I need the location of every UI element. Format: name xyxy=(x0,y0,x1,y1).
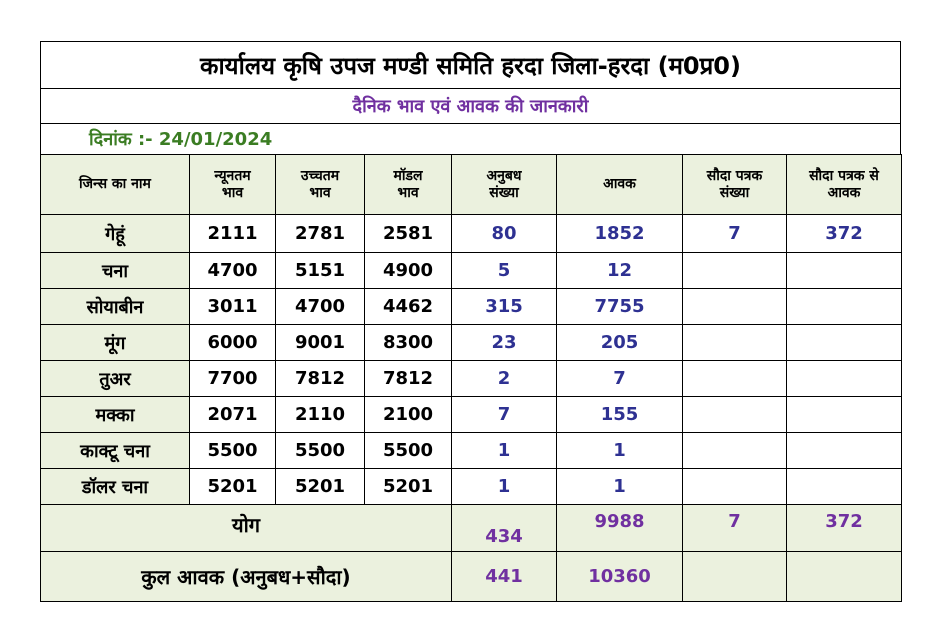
min-price: 2071 xyxy=(190,397,276,433)
arrival: 1 xyxy=(557,469,683,505)
deal-arrival xyxy=(787,433,902,469)
arrival: 7755 xyxy=(557,289,683,325)
report-date: दिनांक :- 24/01/2024 xyxy=(40,123,901,154)
contract-count: 80 xyxy=(452,215,557,253)
total-arrival: 9988 xyxy=(557,505,683,552)
deal-arrival xyxy=(787,253,902,289)
deal-arrival xyxy=(787,325,902,361)
grand-total-empty-2 xyxy=(787,552,902,602)
deal-count xyxy=(683,433,787,469)
deal-count xyxy=(683,397,787,433)
min-price: 5500 xyxy=(190,433,276,469)
header-contract-count: अनुबध संख्या xyxy=(452,155,557,215)
contract-count: 7 xyxy=(452,397,557,433)
header-deal-arrival: सौदा पत्रक से आवक xyxy=(787,155,902,215)
contract-count: 2 xyxy=(452,361,557,397)
max-price: 4700 xyxy=(276,289,365,325)
header-arrival: आवक xyxy=(557,155,683,215)
contract-count: 315 xyxy=(452,289,557,325)
commodity-name: मक्का xyxy=(41,397,190,433)
min-price: 5201 xyxy=(190,469,276,505)
max-price: 2110 xyxy=(276,397,365,433)
arrival: 155 xyxy=(557,397,683,433)
modal-price: 2581 xyxy=(365,215,452,253)
contract-count: 1 xyxy=(452,469,557,505)
commodity-name: मूंग xyxy=(41,325,190,361)
arrival: 7 xyxy=(557,361,683,397)
grand-total-contracts: 441 xyxy=(452,552,557,602)
header-commodity: जिन्स का नाम xyxy=(41,155,190,215)
page-subtitle: दैनिक भाव एवं आवक की जानकारी xyxy=(40,88,901,123)
arrival: 12 xyxy=(557,253,683,289)
deal-count xyxy=(683,361,787,397)
deal-count xyxy=(683,253,787,289)
commodity-name: तुअर xyxy=(41,361,190,397)
deal-count xyxy=(683,289,787,325)
max-price: 7812 xyxy=(276,361,365,397)
table-row xyxy=(41,253,902,289)
min-price: 6000 xyxy=(190,325,276,361)
deal-arrival xyxy=(787,469,902,505)
max-price: 2781 xyxy=(276,215,365,253)
commodity-name: काक्टू चना xyxy=(41,433,190,469)
rates-table xyxy=(40,154,902,602)
total-row xyxy=(41,505,902,552)
header-max-price: उच्चतम भाव xyxy=(276,155,365,215)
page-title: कार्यालय कृषि उपज मण्डी समिति हरदा जिला-हरदा (म0प्र0) xyxy=(40,41,901,88)
mandi-rate-sheet xyxy=(40,41,901,602)
grand-total-empty-1 xyxy=(683,552,787,602)
modal-price: 5201 xyxy=(365,469,452,505)
table-row xyxy=(41,397,902,433)
modal-price: 8300 xyxy=(365,325,452,361)
modal-price: 2100 xyxy=(365,397,452,433)
arrival: 1852 xyxy=(557,215,683,253)
deal-arrival xyxy=(787,397,902,433)
table-row xyxy=(41,289,902,325)
grand-total-arrival: 10360 xyxy=(557,552,683,602)
table-header-row xyxy=(41,155,902,215)
modal-price: 5500 xyxy=(365,433,452,469)
deal-count xyxy=(683,469,787,505)
min-price: 3011 xyxy=(190,289,276,325)
deal-count xyxy=(683,325,787,361)
commodity-name: डॉलर चना xyxy=(41,469,190,505)
table-row xyxy=(41,325,902,361)
contract-count: 5 xyxy=(452,253,557,289)
modal-price: 7812 xyxy=(365,361,452,397)
table-row xyxy=(41,215,902,253)
total-label: योग xyxy=(41,505,452,552)
deal-count: 7 xyxy=(683,215,787,253)
deal-arrival xyxy=(787,361,902,397)
total-deal-count: 7 xyxy=(683,505,787,552)
max-price: 5500 xyxy=(276,433,365,469)
grand-total-label: कुल आवक (अनुबध+सौदा) xyxy=(41,552,452,602)
deal-arrival xyxy=(787,289,902,325)
arrival: 1 xyxy=(557,433,683,469)
max-price: 5151 xyxy=(276,253,365,289)
table-row xyxy=(41,361,902,397)
commodity-name: सोयाबीन xyxy=(41,289,190,325)
modal-price: 4900 xyxy=(365,253,452,289)
grand-total-row xyxy=(41,552,902,602)
max-price: 9001 xyxy=(276,325,365,361)
min-price: 7700 xyxy=(190,361,276,397)
min-price: 2111 xyxy=(190,215,276,253)
modal-price: 4462 xyxy=(365,289,452,325)
contract-count: 23 xyxy=(452,325,557,361)
deal-arrival: 372 xyxy=(787,215,902,253)
table-row xyxy=(41,469,902,505)
contract-count: 1 xyxy=(452,433,557,469)
total-contracts: 434 xyxy=(452,505,557,552)
arrival: 205 xyxy=(557,325,683,361)
min-price: 4700 xyxy=(190,253,276,289)
header-modal-price: मॉडल भाव xyxy=(365,155,452,215)
header-deal-count: सौदा पत्रक संख्या xyxy=(683,155,787,215)
max-price: 5201 xyxy=(276,469,365,505)
header-min-price: न्यूनतम भाव xyxy=(190,155,276,215)
commodity-name: चना xyxy=(41,253,190,289)
total-deal-arrival: 372 xyxy=(787,505,902,552)
table-row xyxy=(41,433,902,469)
commodity-name: गेहूं xyxy=(41,215,190,253)
